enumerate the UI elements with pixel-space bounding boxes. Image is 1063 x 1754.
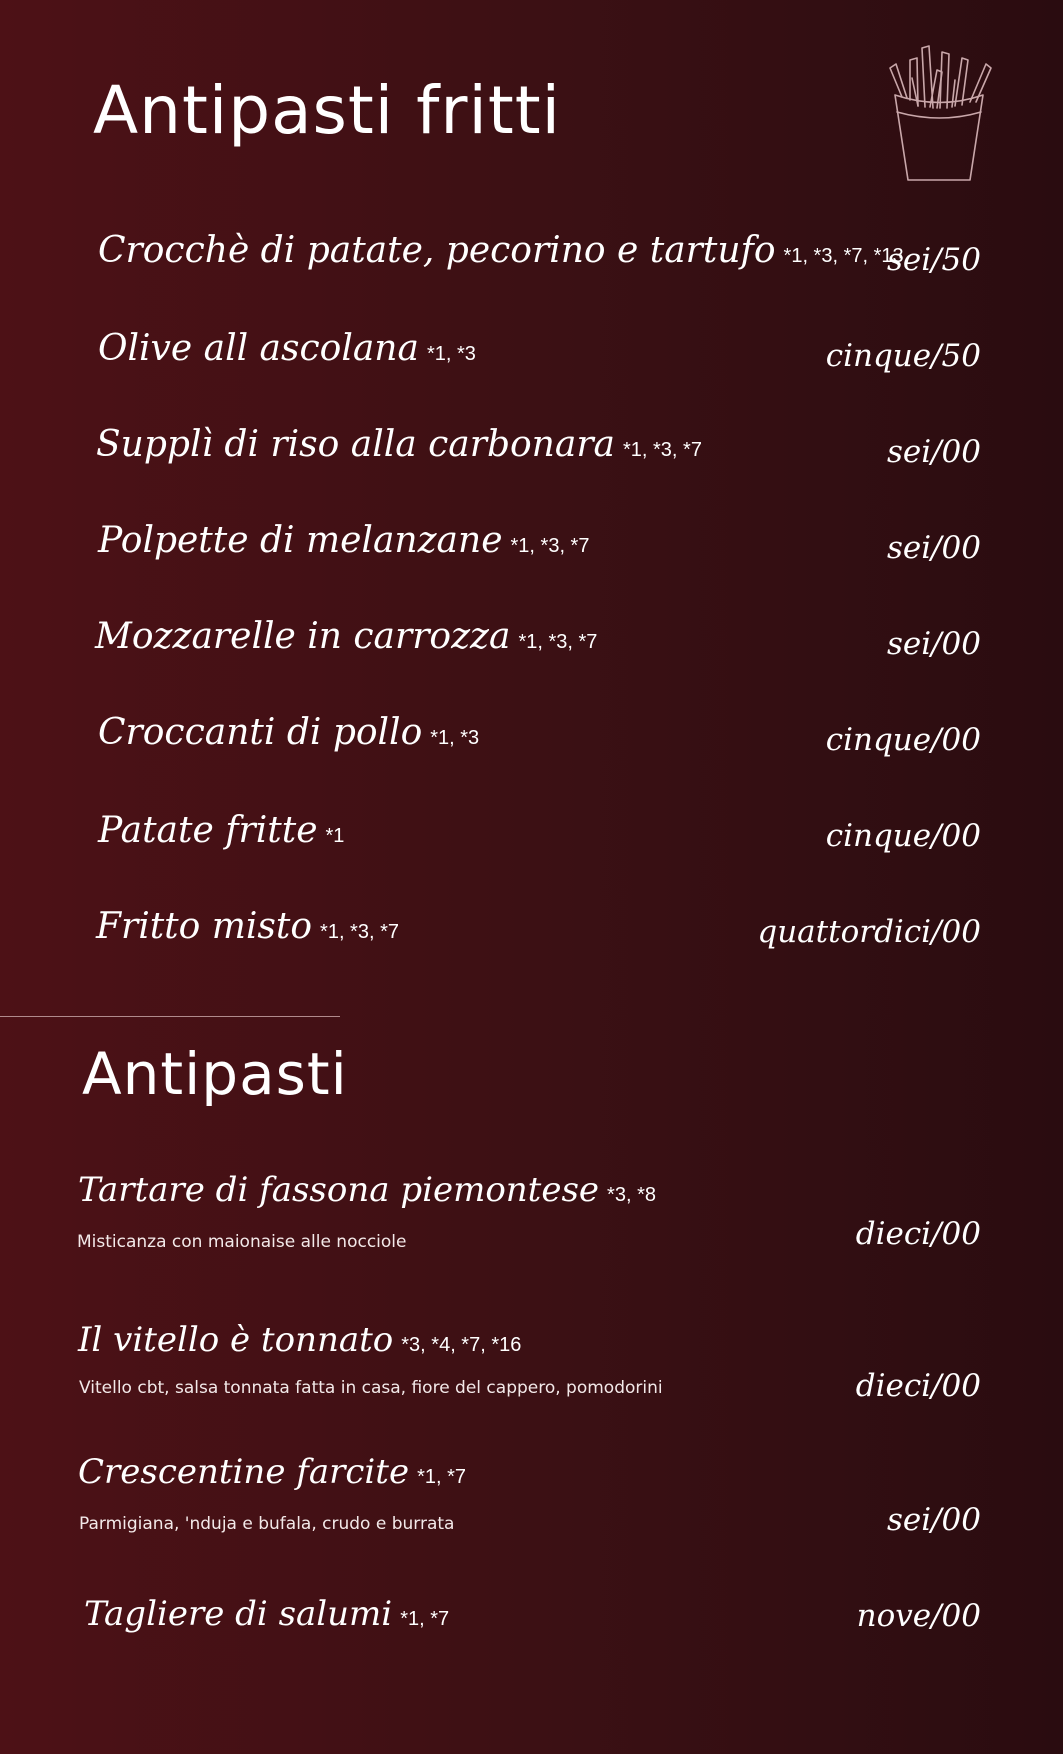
dish-name: Patate fritte *1 xyxy=(98,810,345,851)
dish-price: cinque/50 xyxy=(825,338,981,374)
allergens: *1, *3, *7 xyxy=(320,921,399,943)
dish-price: cinque/00 xyxy=(825,722,981,758)
section-divider xyxy=(0,1016,340,1017)
dish-price: quattordici/00 xyxy=(757,914,981,950)
allergens: *1 xyxy=(325,825,345,847)
dish-name: Olive all ascolana *1, *3 xyxy=(98,328,476,369)
allergens: *1, *3 xyxy=(426,343,476,365)
dish-price: sei/00 xyxy=(886,1502,981,1538)
allergens: *3, *4, *7, *16 xyxy=(401,1334,522,1356)
dish-price: nove/00 xyxy=(856,1598,981,1634)
dish-price: sei/00 xyxy=(886,530,981,566)
allergens: *1, *3 xyxy=(430,727,480,749)
dish-price: sei/00 xyxy=(886,434,981,470)
allergens: *3, *8 xyxy=(607,1184,656,1206)
allergens: *1, *7 xyxy=(400,1608,450,1630)
allergens: *1, *7 xyxy=(417,1466,467,1488)
dish-name: Mozzarelle in carrozza *1, *3, *7 xyxy=(95,616,598,657)
dish-name: Fritto misto *1, *3, *7 xyxy=(96,906,399,947)
dish-name: Supplì di riso alla carbonara *1, *3, *7 xyxy=(96,424,702,465)
section-title-antipasti: Antipasti xyxy=(82,1040,348,1108)
dish-price: sei/00 xyxy=(886,626,981,662)
allergens: *1, *3, *7 xyxy=(518,631,598,653)
dish-name: Croccanti di pollo *1, *3 xyxy=(98,712,480,753)
section-title-antipasti-fritti: Antipasti fritti xyxy=(93,72,561,149)
allergens: *1, *3, *7 xyxy=(510,535,590,557)
allergens: *1, *3, *7, *13 xyxy=(783,245,904,267)
dish-price: dieci/00 xyxy=(855,1216,981,1252)
dish-name: Crocchè di patate, pecorino e tartufo *1, *3, *7, *13 xyxy=(98,230,904,271)
dish-description: Vitello cbt, salsa tonnata fatta in casa, fiore del cappero, pomodorini xyxy=(79,1378,663,1398)
dish-price: sei/50 xyxy=(886,242,981,278)
french-fries-icon xyxy=(880,40,1000,185)
dish-name: Tartare di fassona piemontese *3, *8 xyxy=(78,1170,656,1210)
dish-name: Tagliere di salumi *1, *7 xyxy=(84,1594,450,1634)
dish-name: Polpette di melanzane *1, *3, *7 xyxy=(98,520,590,561)
dish-name: Il vitello è tonnato *3, *4, *7, *16 xyxy=(78,1320,522,1360)
dish-price: cinque/00 xyxy=(825,818,981,854)
dish-description: Parmigiana, 'nduja e bufala, crudo e burrata xyxy=(79,1514,455,1534)
dish-price: dieci/00 xyxy=(855,1368,981,1404)
allergens: *1, *3, *7 xyxy=(623,439,702,461)
dish-name: Crescentine farcite *1, *7 xyxy=(78,1452,467,1492)
dish-description: Misticanza con maionaise alle nocciole xyxy=(77,1232,407,1252)
